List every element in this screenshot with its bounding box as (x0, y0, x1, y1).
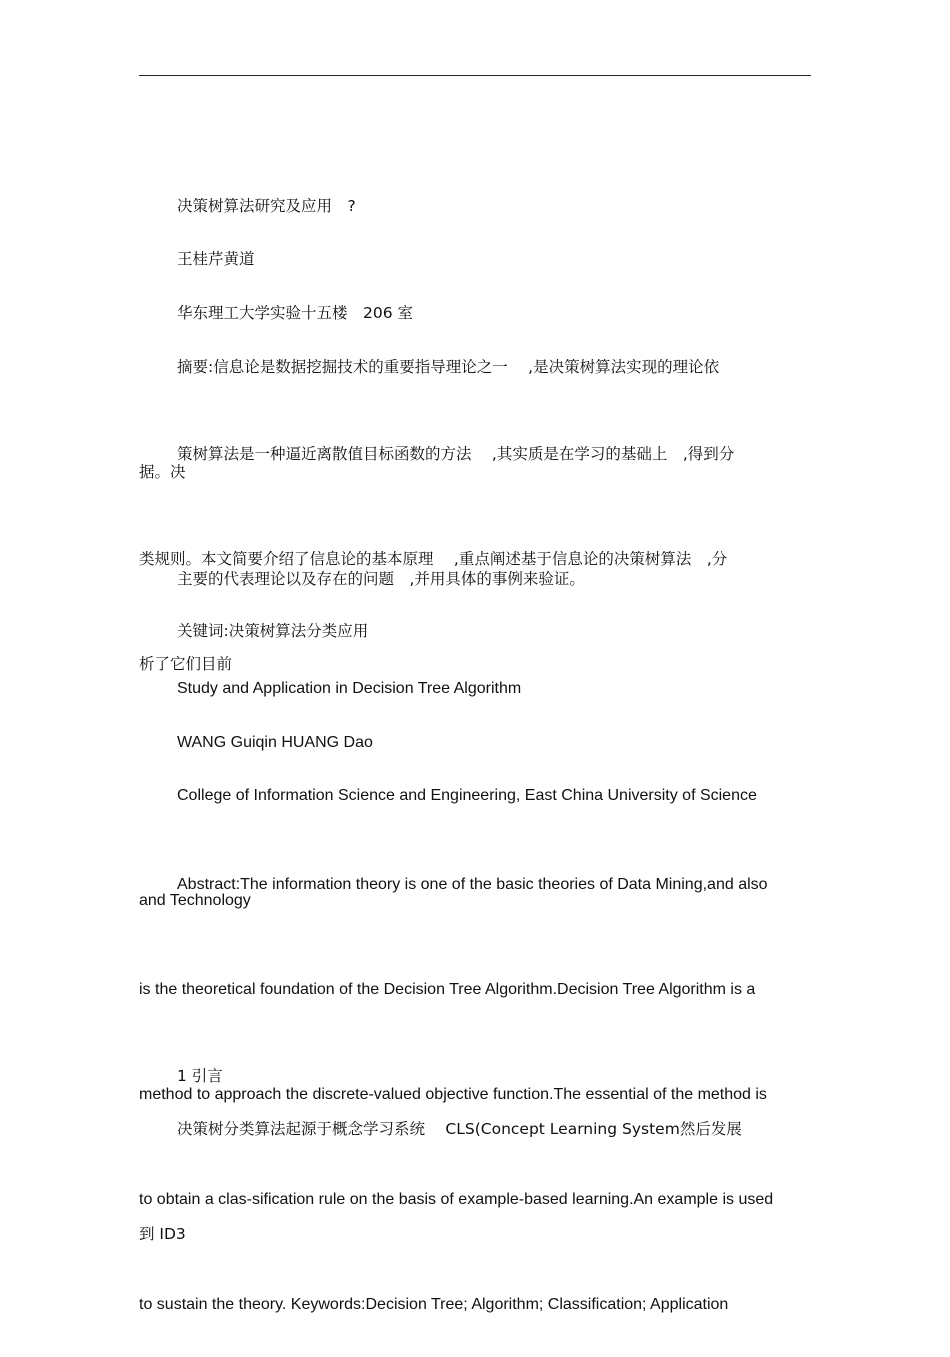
abstract-cn-paragraph-1: 摘要:信息论是数据挖掘技术的重要指导理论之一 ,是决策树算法实现的理论依 据。决 (139, 358, 720, 481)
authors-en: WANG Guiqin HUANG Dao (177, 734, 373, 751)
paper-title-cn: 决策树算法研究及应用 ? (177, 197, 356, 215)
section-heading-introduction: 1 引言 (177, 1067, 223, 1085)
abstract-en: Abstract:The information theory is one of the basic theories of Data Mining,and also is the theoretical foundation of the Decision Tree Algorithm.Decision Tree Algorithm is a method to approach the discrete-valued objective function.The essential of the method is to obtain a clas-sification rule on the basis of example-based learning.An example is used to sustain the theory. Keywords:Decision Tree; Algorithm; Classification; Application (139, 876, 774, 1313)
header-rule (139, 75, 811, 76)
abstract-cn-paragraph-3: 主要的代表理论以及存在的问题 ,并用具体的事例来验证。 (177, 570, 585, 588)
affiliation-en: College of Information Science and Engineering, East China University of Science and Technology (139, 787, 757, 909)
paper-title-en: Study and Application in Decision Tree Algorithm (177, 680, 522, 697)
affiliation-cn: 华东理工大学实验十五楼 206 室 (177, 304, 414, 322)
keywords-cn: 关键词:决策树算法分类应用 (177, 622, 369, 640)
introduction-paragraph: 决策树分类算法起源于概念学习系统 CLS(Concept Learning System然后发展 到 ID3 (139, 1120, 742, 1243)
abstract-cn-paragraph-2: 策树算法是一种逼近离散值目标函数的方法 ,其实质是在学习的基础上 ,得到分 类规则。本文简要介绍了信息论的基本原理 ,重点阐述基于信息论的决策树算法 ,分 析了它们目前 (139, 445, 735, 673)
authors-cn: 王桂芹黄道 (177, 250, 255, 268)
